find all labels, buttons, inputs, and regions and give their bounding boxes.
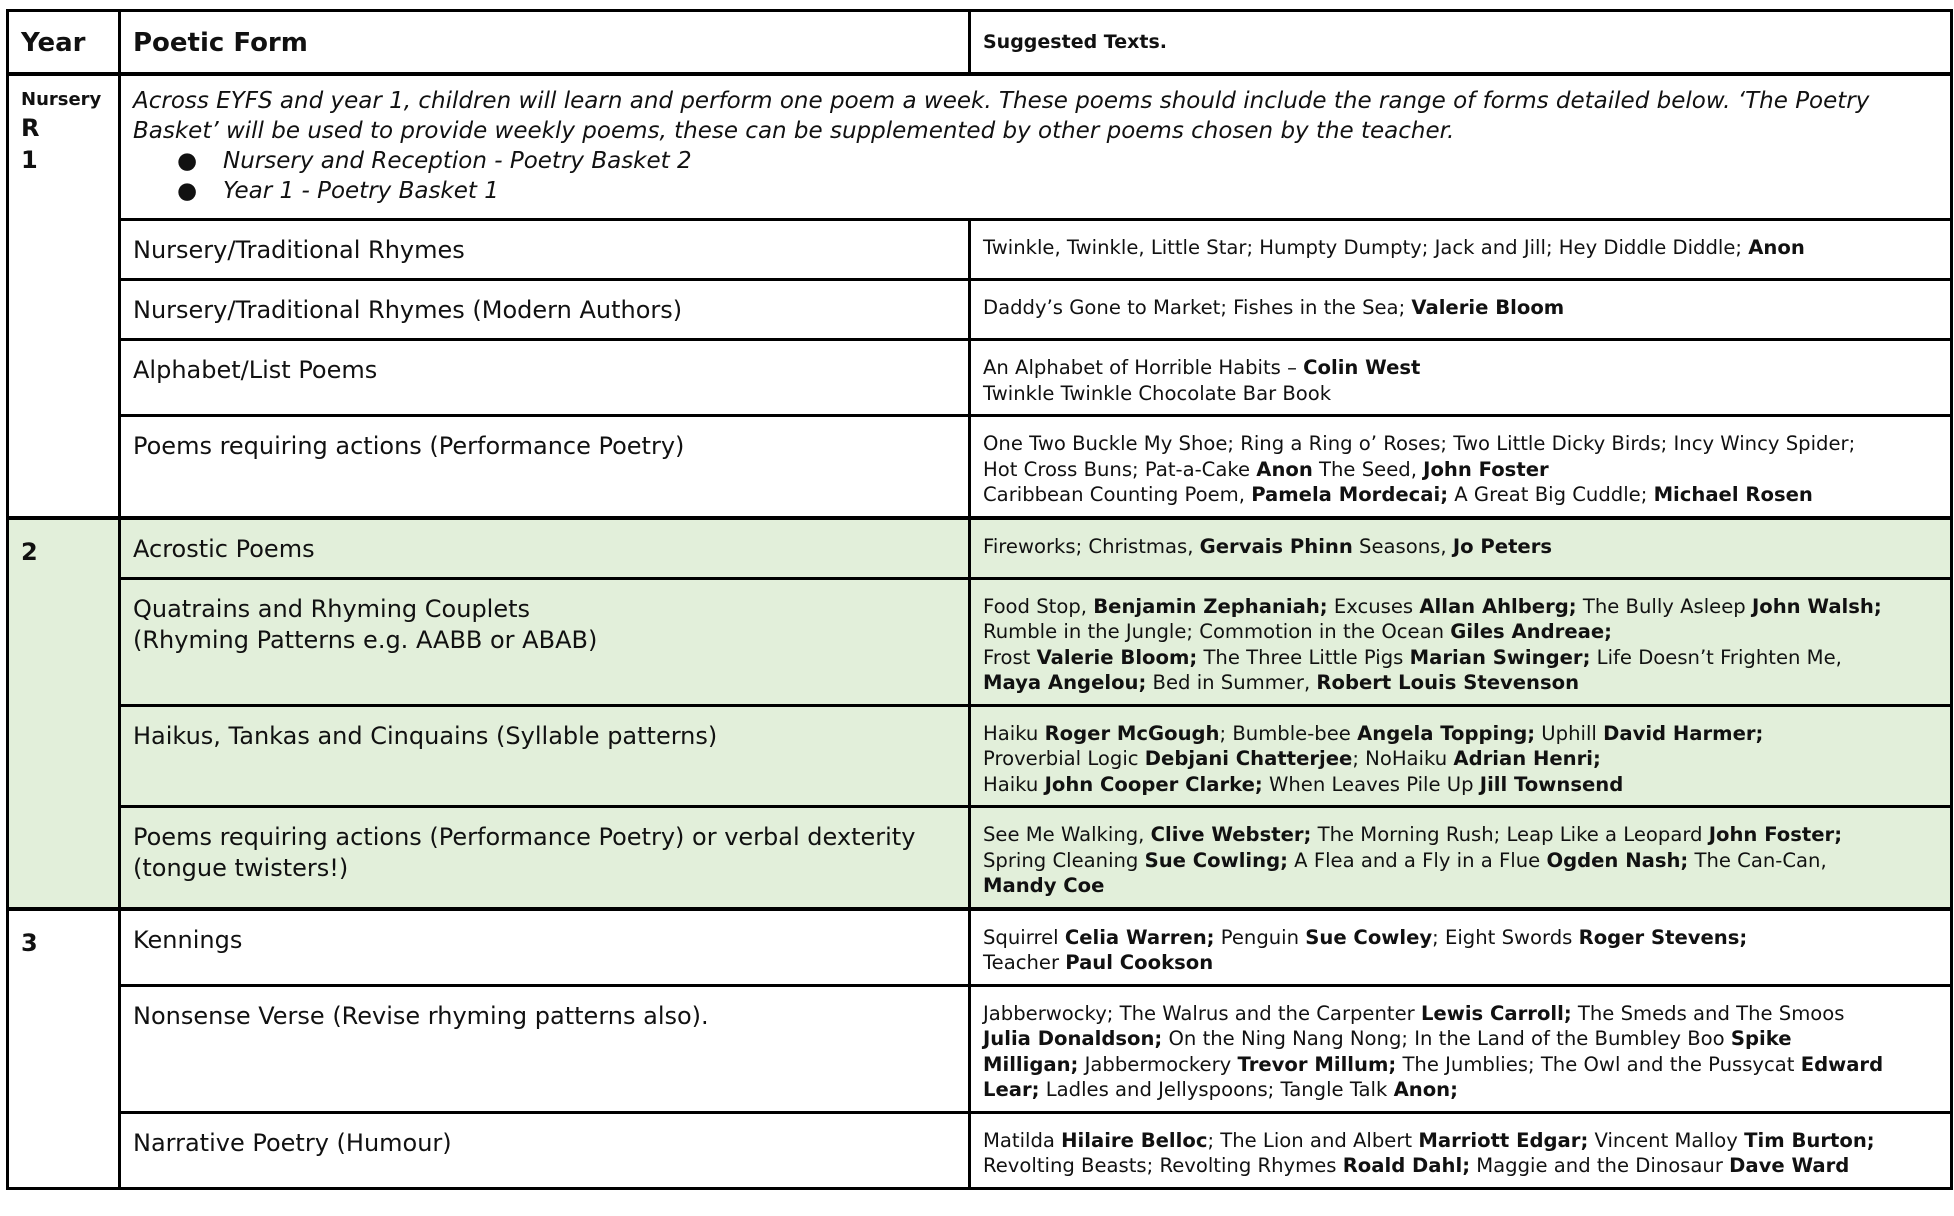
author-name: Benjamin Zephaniah; [1093, 594, 1328, 618]
header-poetic-form: Poetic Form [120, 11, 970, 75]
poem-titles: See Me Walking, [983, 823, 1151, 846]
poetic-form-line: Haikus, Tankas and Cinquains (Syllable patterns) [133, 721, 718, 750]
author-name: David Harmer; [1603, 721, 1764, 745]
poem-titles: The Morning Rush; Leap Like a Leopard [1311, 823, 1709, 846]
poetic-form-cell [120, 518, 970, 579]
author-name: Roald Dahl; [1342, 1154, 1471, 1177]
poem-titles: Squirrel [983, 925, 1065, 949]
author-name: John Foster [1423, 457, 1549, 481]
table-row [8, 416, 1952, 518]
poetic-form-cell [120, 985, 970, 1112]
suggested-texts-cell [970, 985, 1952, 1112]
list-item-text: Year 1 - Poetry Basket 1 [223, 178, 499, 204]
poem-titles: Excuses [1327, 594, 1420, 618]
poem-titles: ; The Lion and Albert [1207, 1128, 1419, 1152]
poem-titles: Fireworks; Christmas, [983, 534, 1200, 558]
suggested-texts-cell [970, 220, 1952, 280]
text-line [983, 670, 1938, 696]
poetic-form-line: Quatrains and Rhyming Couplets [133, 594, 531, 623]
suggested-texts-cell [970, 578, 1952, 705]
bullet-icon: ● [177, 178, 198, 204]
poem-titles: A Flea and a Fly in a Flue [1287, 848, 1547, 872]
author-name: Jo Peters [1452, 534, 1553, 558]
text-line [983, 1001, 1938, 1027]
author-name: Clive Webster; [1150, 823, 1312, 846]
text-line [983, 355, 1938, 381]
table-row [8, 74, 1952, 220]
poem-titles: The Three Little Pigs [1197, 645, 1410, 669]
year-cell: 3 [8, 909, 120, 1189]
table-row [8, 1112, 1952, 1188]
suggested-texts-cell [970, 705, 1952, 807]
poetic-form-cell [120, 909, 970, 986]
text-line [983, 822, 1938, 848]
author-name: Roger Stevens; [1578, 925, 1748, 949]
author-name: Valerie Bloom [1411, 296, 1565, 319]
text-line [983, 721, 1938, 747]
poem-titles: When Leaves Pile Up [1262, 772, 1480, 796]
author-name: Marian Swinger; [1409, 645, 1591, 669]
table-body [8, 74, 1952, 1188]
table-row [8, 705, 1952, 807]
text-line [983, 457, 1938, 483]
poetry-curriculum-table [6, 9, 1953, 1190]
poem-titles: Maggie and the Dinosaur [1470, 1154, 1730, 1177]
author-name: Trevor Millum; [1237, 1052, 1397, 1076]
text-line [983, 235, 1938, 261]
suggested-texts-cell [970, 340, 1952, 416]
author-name: Pamela Mordecai; [1251, 483, 1449, 506]
poem-titles: Daddy’s Gone to Market; Fishes in the Sea; [983, 296, 1412, 319]
suggested-texts-cell [970, 1112, 1952, 1188]
author-name: Mandy Coe [983, 874, 1105, 897]
author-name: Gervais Phinn [1199, 534, 1353, 558]
poetic-form-cell: Nursery/Traditional Rhymes (Modern Authors) [120, 280, 970, 340]
poetic-form-line: Narrative Poetry (Humour) [133, 1128, 452, 1157]
header-year: Year [8, 11, 120, 75]
poem-titles: Uphill [1535, 721, 1604, 745]
text-line [983, 746, 1938, 772]
author-name: Dave Ward [1729, 1154, 1850, 1177]
author-name: John Cooper Clarke; [1044, 772, 1263, 796]
author-name: John Foster; [1708, 823, 1843, 846]
suggested-texts-cell [970, 518, 1952, 579]
header-suggested-texts: Suggested Texts. [970, 11, 1952, 75]
text-line [983, 645, 1938, 671]
author-name: Debjani Chatterjee [1144, 747, 1353, 770]
year-label: R [21, 114, 40, 142]
author-name: Sue Cowley [1305, 925, 1433, 949]
poetic-form-cell: Alphabet/List Poems [120, 340, 970, 416]
author-name: Giles Andreae; [1450, 620, 1612, 643]
suggested-texts-cell [970, 416, 1952, 518]
author-name: Anon; [1393, 1078, 1458, 1101]
author-name: Colin West [1303, 356, 1421, 379]
poetic-form-cell [120, 807, 970, 909]
poem-titles: Spring Cleaning [983, 848, 1145, 872]
author-name: John Walsh; [1751, 594, 1882, 618]
author-name: Robert Louis Stevenson [1316, 671, 1580, 694]
header-row [8, 11, 1952, 75]
text-line [983, 594, 1938, 620]
year-cell: 2 [8, 518, 120, 909]
table-row [8, 340, 1952, 416]
poetic-form-line: (tongue twisters!) [133, 854, 349, 882]
poem-titles: Life Doesn’t Frighten Me, [1590, 645, 1842, 669]
poem-titles: Teacher [983, 951, 1066, 974]
author-name: Anon [1748, 236, 1805, 259]
poem-titles: Haiku [983, 721, 1045, 745]
author-name: Adrian Henri; [1453, 747, 1601, 770]
suggested-texts-cell [970, 280, 1952, 340]
suggested-texts-cell [970, 807, 1952, 909]
author-name: Michael Rosen [1653, 483, 1813, 506]
poetic-form-line: Kennings [133, 925, 243, 954]
poem-titles: Caribbean Counting Poem, [983, 483, 1252, 506]
text-line [983, 534, 1938, 560]
text-line [983, 925, 1938, 951]
author-name: Marriott Edgar; [1418, 1128, 1589, 1152]
text-line [983, 1052, 1938, 1078]
author-name: Hilaire Belloc [1061, 1128, 1208, 1152]
poem-titles: Haiku [983, 772, 1045, 796]
poetic-form-cell [120, 705, 970, 807]
poem-titles: ; Bumble-bee [1219, 721, 1358, 745]
year-label: Nursery [21, 89, 102, 110]
table-row [8, 807, 1952, 909]
table-row [8, 578, 1952, 705]
text-line [983, 295, 1938, 321]
poem-titles: A Great Big Cuddle; [1448, 483, 1654, 506]
author-name: Tim Burton; [1744, 1128, 1875, 1152]
year-label: 1 [21, 146, 38, 174]
author-name: Edward [1800, 1052, 1884, 1076]
author-name: Maya Angelou; [983, 671, 1147, 694]
author-name: Allan Ahlberg; [1419, 594, 1577, 618]
suggested-texts-cell [970, 909, 1952, 986]
text-line [983, 772, 1938, 798]
poem-titles: The Seed, [1312, 457, 1424, 481]
poem-titles: ; NoHaiku [1352, 747, 1454, 770]
author-name: Lear; [983, 1078, 1040, 1101]
table-row [8, 280, 1952, 340]
poem-titles: Twinkle Twinkle Chocolate Bar Book [983, 381, 1332, 405]
table-row [8, 909, 1952, 986]
poem-titles: Penguin [1214, 925, 1306, 949]
bullet-icon: ● [177, 148, 198, 174]
poem-titles: Food Stop, [983, 594, 1094, 618]
poem-titles: Frost [983, 645, 1037, 669]
poem-titles: An Alphabet of Horrible Habits – [983, 356, 1304, 379]
poem-titles: ; Eight Swords [1432, 925, 1579, 949]
author-name: Ogden Nash; [1546, 848, 1689, 872]
year-cell [8, 74, 120, 518]
poem-titles: Ladles and Jellyspoons; Tangle Talk [1039, 1078, 1394, 1101]
author-name: Spike [1730, 1027, 1792, 1050]
table-row [8, 518, 1952, 579]
author-name: Paul Cookson [1065, 951, 1214, 974]
intro-cell [120, 74, 1952, 220]
list-item-text: Nursery and Reception - Poetry Basket 2 [223, 148, 692, 174]
poem-titles: Seasons, [1352, 534, 1453, 558]
poem-titles: Jabbermockery [1078, 1052, 1238, 1076]
text-line [983, 431, 1938, 457]
poem-titles: Bed in Summer, [1146, 671, 1317, 694]
author-name: Celia Warren; [1064, 925, 1215, 949]
poem-titles: On the Ning Nang Nong; In the Land of the Bumbley Boo [1162, 1027, 1731, 1050]
author-name: Sue Cowling; [1144, 848, 1288, 872]
text-line [983, 619, 1938, 645]
author-name: Lewis Carroll; [1420, 1001, 1572, 1025]
table-row [8, 220, 1952, 280]
author-name: Angela Topping; [1357, 721, 1536, 745]
text-line [983, 873, 1938, 899]
poem-titles: Jabberwocky; The Walrus and the Carpenter [983, 1001, 1421, 1025]
poem-titles: Twinkle, Twinkle, Little Star; Humpty Dumpty; Jack and Jill; Hey Diddle Diddle; [983, 236, 1749, 259]
text-line [983, 1077, 1938, 1103]
text-line [983, 482, 1938, 508]
author-name: Julia Donaldson; [983, 1027, 1163, 1050]
intro-paragraph: Across EYFS and year 1, children will learn and perform one poem a week. These poems should include the range of forms detailed below. ‘The Poetry Basket’ will be used to provide weekly poems, these can be supplemented by other poems chosen by the teacher. [133, 88, 1870, 144]
text-line [983, 1026, 1938, 1052]
poem-titles: One Two Buckle My Shoe; Ring a Ring o’ Roses; Two Little Dicky Birds; Incy Wincy Spider; [983, 432, 1856, 455]
poetic-form-cell [120, 578, 970, 705]
poem-titles: The Bully Asleep [1576, 594, 1752, 618]
poetic-form-cell: Poems requiring actions (Performance Poetry) [120, 416, 970, 518]
poem-titles: The Smeds and The Smoos [1571, 1001, 1845, 1025]
author-name: Jill Townsend [1479, 772, 1624, 796]
text-line [983, 1153, 1938, 1179]
poem-titles: Rumble in the Jungle; Commotion in the Ocean [983, 620, 1451, 643]
poem-titles: Vincent Malloy [1588, 1128, 1745, 1152]
poetic-form-line: Acrostic Poems [133, 534, 315, 563]
poem-titles: Revolting Beasts; Revolting Rhymes [983, 1154, 1343, 1177]
text-line [983, 1128, 1938, 1154]
poetry-basket-list [133, 146, 1938, 206]
poetic-form-cell [120, 1112, 970, 1188]
list-item [177, 176, 1938, 206]
author-name: Milligan; [983, 1052, 1079, 1076]
list-item [177, 146, 1938, 176]
poem-titles: Matilda [983, 1128, 1062, 1152]
text-line [983, 381, 1938, 407]
poem-titles: The Jumblies; The Owl and the Pussycat [1396, 1052, 1801, 1076]
table-row [8, 985, 1952, 1112]
poetic-form-line: Nonsense Verse (Revise rhyming patterns also). [133, 1001, 709, 1030]
text-line [983, 950, 1938, 976]
poem-titles: The Can-Can, [1688, 848, 1827, 872]
poem-titles: Proverbial Logic [983, 747, 1145, 770]
author-name: Valerie Bloom; [1036, 645, 1198, 669]
author-name: Anon [1256, 457, 1313, 481]
author-name: Roger McGough [1044, 721, 1220, 745]
poetic-form-line: Poems requiring actions (Performance Poetry) or verbal dexterity [133, 823, 916, 851]
text-line [983, 848, 1938, 874]
poetic-form-cell: Nursery/Traditional Rhymes [120, 220, 970, 280]
poetic-form-line: (Rhyming Patterns e.g. AABB or ABAB) [133, 625, 598, 654]
poem-titles: Hot Cross Buns; Pat-a-Cake [983, 457, 1257, 481]
